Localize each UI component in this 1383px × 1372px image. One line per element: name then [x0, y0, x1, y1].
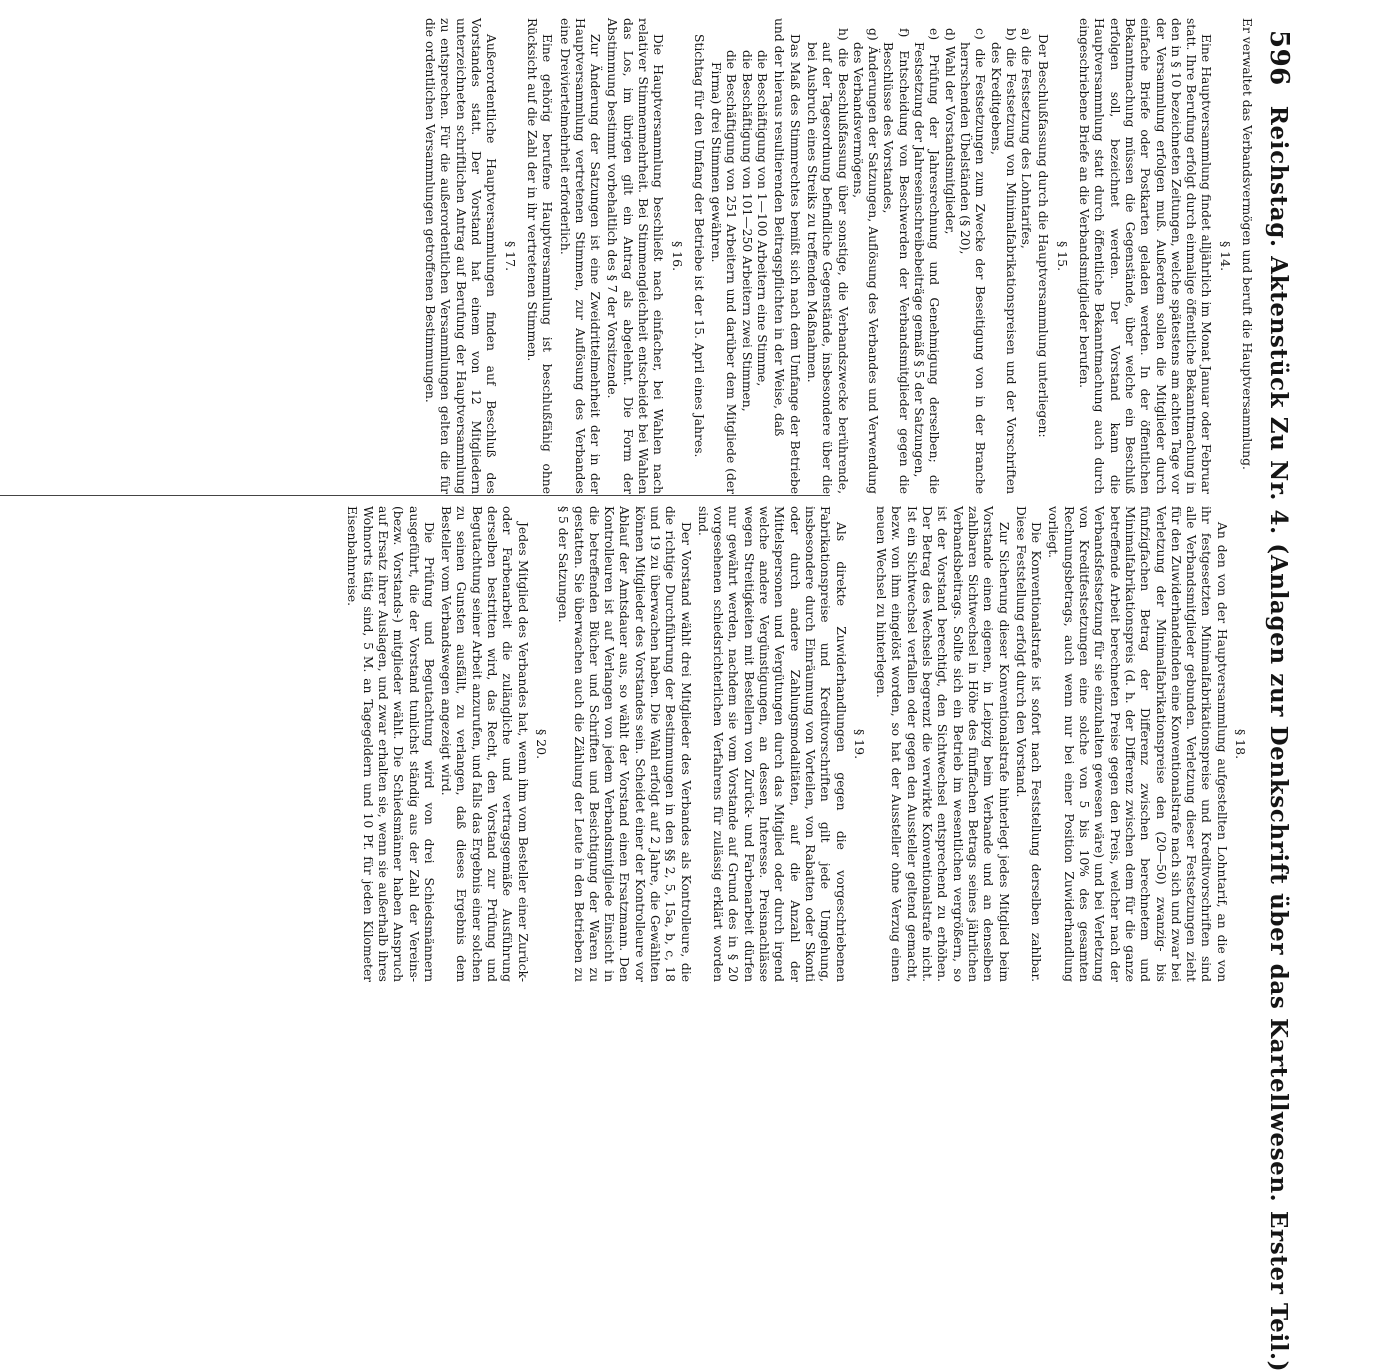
section-19-heading: § 19.	[851, 728, 867, 760]
list-item: e) Prüfung der Jahresrechnung und Genehmigung derselben; die Festsetzung der Jahreseinschreibebeiträge gemäß § 5 der Satzungen,	[912, 28, 942, 494]
section-15-voting-paragraph: Das Maß des Stimmrechtes bemißt sich nach dem Umfange der Betriebe und der hieraus resultierenden Beitragspflichten in der Weise, daß	[772, 18, 802, 494]
list-item: die Beschäftigung von 251 Arbeitern und darüber dem Mitgliede (der Firma) drei Stimmen gewähren.	[709, 50, 739, 494]
voting-scale-list	[708, 18, 769, 494]
section-16-paragraph-2: Zur Änderung der Satzungen ist eine Zweidrittelmehrheit der in der Hauptversammlung vertretenen Stimmen, zur Auflösung des Verbandes eine Dreiviertelmehrheit erforderlich.	[557, 18, 603, 494]
section-16-paragraph-3: Eine gehörig berufene Hauptversammlung ist beschlußfähig ohne Rücksicht auf die Zahl der in ihr vertretenen Stimmen.	[524, 18, 555, 494]
list-item: h) die Beschlußfassung über sonstige, die Verbandszwecke berührende, auf der Tagesordnung befindliche Gegenstände, insbesondere über die bei Ausbruch eines Streiks zu treffenden Maßnahmen.	[804, 28, 850, 494]
list-item: d) Wahl der Vorstandsmitglieder,	[942, 28, 957, 235]
section-18-heading: § 18.	[1233, 728, 1248, 760]
section-15-heading: § 15.	[1054, 240, 1070, 272]
page-header	[1256, 30, 1302, 1372]
section-15-intro: Der Beschlußfassung durch die Hauptversammlung unterliegen:	[1036, 34, 1051, 438]
list-item: c) die Festsetzungen zum Zwecke der Beseitigung von in der Branche herrschenden Übelständen (§ 20),	[957, 28, 988, 494]
section-17-paragraph: Außerordentliche Hauptversammlungen finden auf Beschluß des Vorstandes statt. Der Vorstand hat einem von 12 Mitgliedern unterzeichneten schriftlichen Antrag auf Berufung der Hauptversammlung zu entsprechen. Für die außerordentlichen Versammlungen gelten die für die ordentlichen Versammlungen getroffenen Bestimmungen.	[423, 18, 499, 494]
page-number: 596	[1264, 30, 1294, 86]
column-divider	[0, 495, 830, 496]
section-14-heading: § 14.	[1217, 240, 1233, 272]
section-16-paragraph-1: Die Hauptversammlung beschließt nach einfacher, bei Wahlen nach relativer Stimmenmehrheit. Bei Stimmengleichheit entscheidet bei Wahlen das Los, im übrigen gilt ein Antrag als abgelehnt. Die Form der Abstimmung bestimmt vorbehaltlich des § 7 der Vorsitzende.	[605, 18, 666, 494]
list-item: f) Entscheidung von Beschwerden der Verbandsmitglieder gegen die Beschlüsse des Vorstandes,	[881, 28, 911, 494]
section-20-paragraph-2: Die Prüfung und Begutachtung wird von drei Schiedsmännern ausgeführt, die der Vorstand tunlichst ständig aus der Zahl der Vereins- (bezw. Vorstands-) mitglieder wählt. Die Schiedsmänner haben Anspruch auf Ersatz ihrer Auslagen, und zwar erhalten sie, wenn sie außerhalb ihres Wohnorts tätig sind, 5 M. an Tagegeldern und 10 Pf. für jeden Kilometer Eisenbahnreise.	[345, 506, 436, 982]
section-15-deadline-paragraph: Stichtag für den Umfang der Betriebe ist der 15. April eines Jahres.	[691, 34, 706, 458]
section-18-paragraph-2: Die Konventionalstrafe ist sofort nach Feststellung derselben zahlbar. Diese Feststellung erfolgt durch den Vorstand.	[1013, 506, 1044, 982]
section-19-paragraph-2: Der Vorstand wählt drei Mitglieder des Verbandes als Kontrolleure, die die richtige Durchführung der Bestimmungen in den §§ 2, 5, 15a, b, c, 18 und 19 zu überwachen haben. Die Wahl erfolgt auf 2 Jahre, die Gewählten können Mitglieder des Vorstandes sein. Scheidet einer der Kontrolleure vor Ablauf der Amtsdauer aus, so wählt der Vorstand einen Ersatzmann. Den Kontrolleuren ist auf Verlangen von jedem Verbandsmitgliede Einsicht in die betreffenden Bücher und Schriften und Besichtigung der Waren zu gestatten. Sie überwachen auch die Zählung der Leute in den Betrieben zu § 5 der Satzungen.	[556, 506, 693, 982]
section-15-list	[804, 18, 1033, 494]
section-18-paragraph-3: Zur Sicherung dieser Konventionalstrafe hinterlegt jedes Mitglied beim Vorstande einen eigenen, in Leipzig beim Verbande und an denselben zahlbaren Sichtwechsel in Höhe des fünffachen Betrags seines jährlichen Verbandsbeitrags. Sollte sich ein Betrieb im wesentlichen vergrößern, so ist der Vorstand berechtigt, den Sichtwechsel entsprechend zu erhöhen. Der Betrag des Wechsels begrenzt die verwirkte Konventionalstrafe nicht. Ist ein Sichtwechsel verfallen oder gegen den Aussteller geltend gemacht, bezw. von ihm eingelöst worden, so hat der Aussteller ohne Verzug einen neuen Wechsel zu hinterlegen.	[874, 506, 1011, 982]
page-title: Reichstag. Aktenstück Zu Nr. 4. (Anlagen zur Denkschrift über das Kartellwesen. Erster Teil.)	[1265, 105, 1293, 1372]
section-18-paragraph-1: An den von der Hauptversammlung aufgestellten Lohntarif, an die von ihr festgesetzten Minimalfabrikationspreise und Kreditvorschriften sind alle Verbandsmitglieder gebunden. Verletzung dieser Festsetzungen zieht für den Zuwiderhandelnden eine Konventionalstrafe nach sich und zwar bei Verletzung der Minimalfabrikationspreise den (20—50) zwanzig- bis fünfzigfachen Betrag der Differenz zwischen berechnetem und Minimalfabrikationspreis (d. h. der Differenz zwischen dem für die ganze betreffende Arbeit berechneten Preise gegen den Preis, welcher nach der Verbandsfestsetzung für sie einzuhalten gewesen wäre) und bei Verletzung von Kreditfestsetzungen eine solche von 5 bis 10% des gesamten Rechnungsbetrags, auch wenn nur bei einer Position Zuwiderhandlung vorliegt.	[1046, 506, 1229, 982]
section-14-paragraph: Eine Hauptversammlung findet alljährlich im Monat Januar oder Februar statt. Ihre Berufung erfolgt durch einmalige öffentliche Bekanntmachung in den in § 10 bezeichneten Zeitungen, welche spätestens am achten Tage vor der Versammlung erfolgen muß. Außerdem sollen die Mitglieder durch einfache Briefe oder Postkarten geladen werden. In der öffentlichen Bekanntmachung müssen die Gegenstände, über welche ein Beschluß erfolgen soll, bezeichnet werden. Der Vorstand kann die Hauptversammlung statt durch öffentliche Bekanntmachung auch durch eingeschriebene Briefe an die Verbandsmitglieder berufen.	[1077, 18, 1214, 494]
list-item: a) die Festsetzung des Lohntarifes,	[1019, 28, 1034, 249]
section-20-paragraph-1: Jedes Mitglied des Verbandes hat, wenn ihm vom Besteller einer Zurück- oder Farbenarbeit die zulängliche und vertragsgemäße Ausführung derselben bestritten wird, das Recht, den Vorstand zur Prüfung und Begutachtung seiner Arbeit anzurufen, und falls das Ergebnis einer solchen zu seinen Gunsten ausfällt, zu verlangen, daß dieses Ergebnis dem Besteller vom Verbandswegen angezeigt wird.	[439, 506, 530, 982]
section-16-heading: § 16.	[669, 240, 685, 272]
section-19-paragraph-1: Als direkte Zuwiderhandlungen gegen die vorgeschriebenen Fabrikationspreise und Kreditvorschriften gilt jede Umgehung, insbesondere durch Einräumung von Vorteilen, von Rabatten oder Skonti oder durch andere Zahlungsmodalitäten, auf die Anzahl der Mittelspersonen und Vergütungen durch das Mitglied oder durch irgend welche andere Vergünstigungen, an dessen Interesse. Preisnachlässe wegen Streitigkeiten mit Bestellern von Zurück- und Farbenarbeit dürfen nur gewährt werden, nachdem sie vom Vorstande auf Grund des in § 20 vorgesehenen schiedsrichterlichen Verfahrens für zulässig erklärt worden sind.	[695, 506, 848, 982]
left-column	[420, 18, 1254, 494]
section-17-heading: § 17.	[502, 240, 518, 272]
intro-paragraph: Er verwaltet das Verbandsvermögen und beruft die Hauptversammlung.	[1240, 18, 1254, 470]
section-20-heading: § 20.	[533, 728, 549, 760]
list-item: b) die Festsetzung von Minimalfabrikationspreisen und der Vorschriften des Kreditgebens,	[988, 28, 1018, 494]
list-item: g) Änderungen der Satzungen, Auflösung des Verbandes und Verwendung des Verbandsvermögens,	[850, 28, 881, 494]
list-item: die Beschäftigung von 101—250 Arbeitern zwei Stimmen,	[739, 50, 754, 412]
right-column	[342, 506, 1254, 982]
list-item: die Beschäftigung von 1—100 Arbeitern eine Stimme,	[755, 50, 770, 387]
